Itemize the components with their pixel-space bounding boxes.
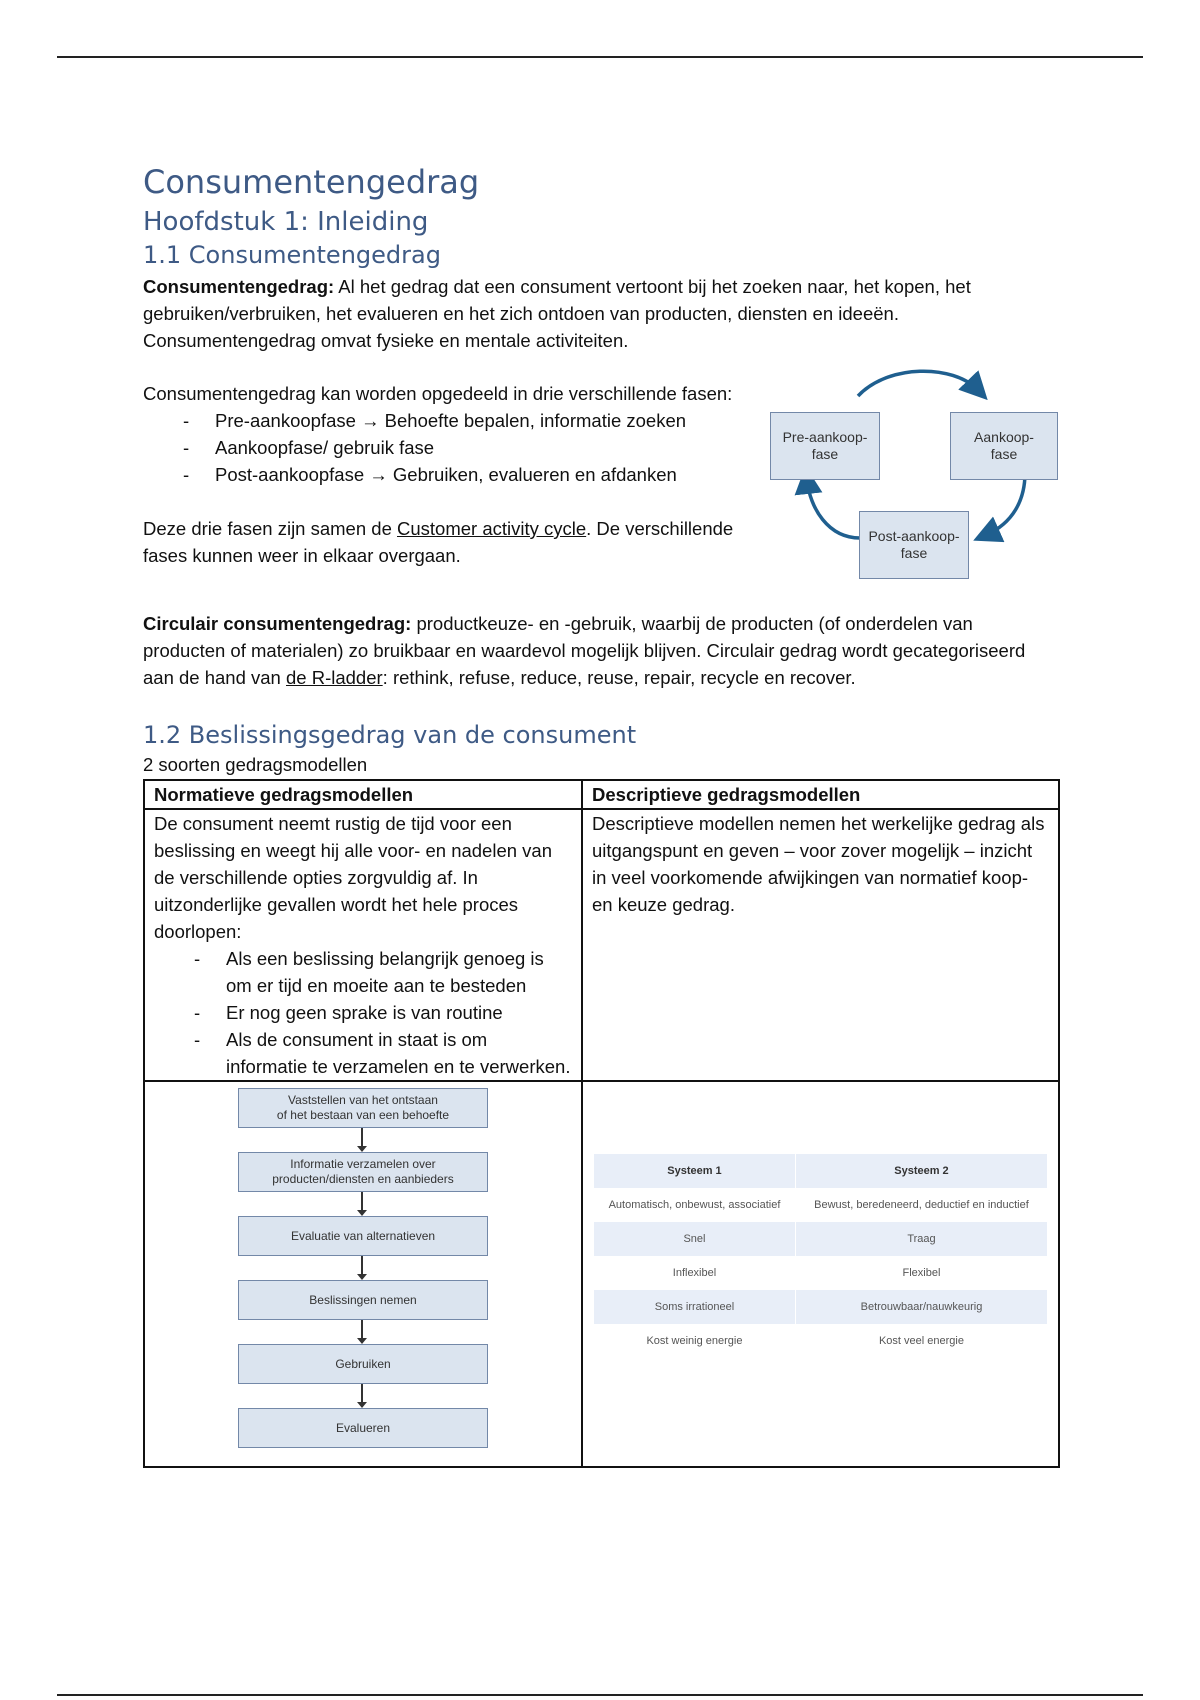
list-item: - Als een beslissing belangrijk genoeg is om er tijd en moeite aan te besteden bbox=[194, 945, 572, 999]
normatief-bullets bbox=[154, 945, 572, 1080]
arrow-right bbox=[986, 473, 1025, 535]
circulair-definition: Circulair consumentengedrag: productkeuze- en -gebruik, waarbij de producten (of onderdelen van producten of materialen) zo bruikbaar en waardevol mogelijk blijven. Circulair gedrag wordt gecategoriseerd aan de hand van de R-ladder: rethink, refuse, reduce, reuse, repair, recycle en recover. bbox=[143, 613, 1026, 688]
flow-step: Beslissingen nemen bbox=[238, 1280, 488, 1320]
table-row bbox=[144, 809, 1059, 1081]
definition-term: Consumentengedrag: bbox=[143, 276, 335, 297]
descriptief-text: Descriptieve modellen nemen het werkelijke gedrag als uitgangspunt en geven – voor zover mogelijk – inzicht in veel voorkomende afwijkingen van normatief koop- en keuze gedrag. bbox=[592, 813, 1045, 915]
systeem-1-cell: Automatisch, onbewust, associatief bbox=[594, 1188, 795, 1222]
document-body bbox=[143, 162, 1060, 1468]
cycle-paragraph: Deze drie fasen zijn samen de Customer activity cycle. De verschillende fases kunnen weer in elkaar overgaan. bbox=[143, 518, 734, 566]
systeem-table bbox=[594, 1154, 1047, 1358]
table-row bbox=[594, 1222, 1047, 1256]
systeem-1-cell: Snel bbox=[594, 1222, 795, 1256]
list-item: - Er nog geen sprake is van routine bbox=[194, 999, 572, 1026]
models-intro: 2 soorten gedragsmodellen bbox=[143, 754, 368, 775]
r-ladder-link: de R-ladder bbox=[286, 667, 383, 688]
customer-activity-cycle-diagram bbox=[768, 368, 1064, 583]
pre-aankoopfase-box: Pre-aankoop- fase bbox=[770, 412, 880, 480]
aankoopfase-box: Aankoop- fase bbox=[950, 412, 1058, 480]
systeem-2-cell: Flexibel bbox=[902, 1267, 941, 1279]
table-header-row bbox=[144, 780, 1059, 809]
flow-arrow bbox=[361, 1320, 363, 1342]
arrow-left bbox=[807, 480, 860, 538]
list-item: - Als de consument in staat is om informatie te verzamelen en te verwerken. bbox=[194, 1026, 572, 1080]
gedragsmodellen-table bbox=[143, 779, 1060, 1468]
header-descriptief: Descriptieve gedragsmodellen bbox=[582, 780, 1059, 809]
arrow-top bbox=[858, 371, 978, 396]
flow-arrow bbox=[361, 1256, 363, 1278]
fasen-list bbox=[143, 407, 743, 488]
table-row bbox=[594, 1290, 1047, 1324]
list-item: - Pre-aankoopfase → Behoefte bepalen, informatie zoeken bbox=[183, 407, 743, 434]
table-row bbox=[594, 1256, 1047, 1290]
flow-step: Gebruiken bbox=[238, 1344, 488, 1384]
flow-arrow bbox=[361, 1384, 363, 1406]
fasen-block bbox=[143, 380, 1060, 600]
flow-arrow bbox=[361, 1128, 363, 1150]
normatief-text: De consument neemt rustig de tijd voor een beslissing en weegt hij alle voor- en nadelen van de verschillende opties zorgvuldig af. In uitzonderlijke gevallen wordt het hele proces doorlopen: bbox=[154, 813, 553, 942]
systeem-2-header: Systeem 2 bbox=[795, 1154, 1047, 1188]
systeem-2-cell: Bewust, beredeneerd, deductief en inductief bbox=[814, 1199, 1029, 1211]
circulair-term: Circulair consumentengedrag: bbox=[143, 613, 412, 634]
header-rule bbox=[57, 56, 1143, 58]
list-item: - Aankoopfase/ gebruik fase bbox=[183, 434, 743, 461]
decision-flowchart bbox=[233, 1088, 493, 1458]
table-row bbox=[144, 1081, 1059, 1467]
systeem-2-cell: Betrouwbaar/nauwkeurig bbox=[795, 1290, 1047, 1324]
section-heading-1-2: 1.2 Beslissingsgedrag van de consument bbox=[143, 721, 637, 749]
definition-consumentengedrag bbox=[143, 273, 1060, 354]
systems-cell bbox=[582, 1081, 1059, 1467]
document-title: Consumentengedrag bbox=[143, 163, 480, 201]
systeem-1-cell: Kost weinig energie bbox=[594, 1324, 795, 1358]
systeem-2-cell: Traag bbox=[795, 1222, 1047, 1256]
flow-step: Vaststellen van het ontstaan of het bestaan van een behoefte bbox=[238, 1088, 488, 1128]
table-row bbox=[594, 1154, 1047, 1188]
fasen-intro: Consumentengedrag kan worden opgedeeld in drie verschillende fasen: bbox=[143, 383, 733, 404]
chapter-heading: Hoofdstuk 1: Inleiding bbox=[143, 207, 429, 237]
normatief-cell bbox=[144, 809, 582, 1081]
section-heading-1-1: 1.1 Consumentengedrag bbox=[143, 241, 441, 269]
flow-arrow bbox=[361, 1192, 363, 1214]
systeem-1-header: Systeem 1 bbox=[594, 1154, 795, 1188]
table-row bbox=[594, 1188, 1047, 1222]
flow-step: Informatie verzamelen over producten/diensten en aanbieders bbox=[238, 1152, 488, 1192]
customer-activity-cycle-link: Customer activity cycle bbox=[397, 518, 587, 539]
systeem-2-cell: Kost veel energie bbox=[878, 1335, 964, 1347]
flowchart-cell bbox=[144, 1081, 582, 1467]
descriptief-cell bbox=[582, 809, 1059, 1081]
definition-text: Al het gedrag dat een consument vertoont bij het zoeken naar, het kopen, het gebruiken/verbruiken, het evalueren en het zich ontdoen van producten, diensten en ideeën. Consumentengedrag omvat fysieke en mentale activiteiten. bbox=[143, 276, 971, 351]
post-aankoopfase-box: Post-aankoop- fase bbox=[859, 511, 969, 579]
flow-step: Evalueren bbox=[238, 1408, 488, 1448]
table-row bbox=[594, 1324, 1047, 1358]
flow-step: Evaluatie van alternatieven bbox=[238, 1216, 488, 1256]
list-item: - Post-aankoopfase → Gebruiken, evalueren en afdanken bbox=[183, 461, 743, 488]
header-normatief: Normatieve gedragsmodellen bbox=[144, 780, 582, 809]
footer-rule bbox=[57, 1694, 1143, 1696]
systeem-1-cell: Inflexibel bbox=[594, 1256, 795, 1290]
systeem-1-cell: Soms irrationeel bbox=[594, 1290, 795, 1324]
